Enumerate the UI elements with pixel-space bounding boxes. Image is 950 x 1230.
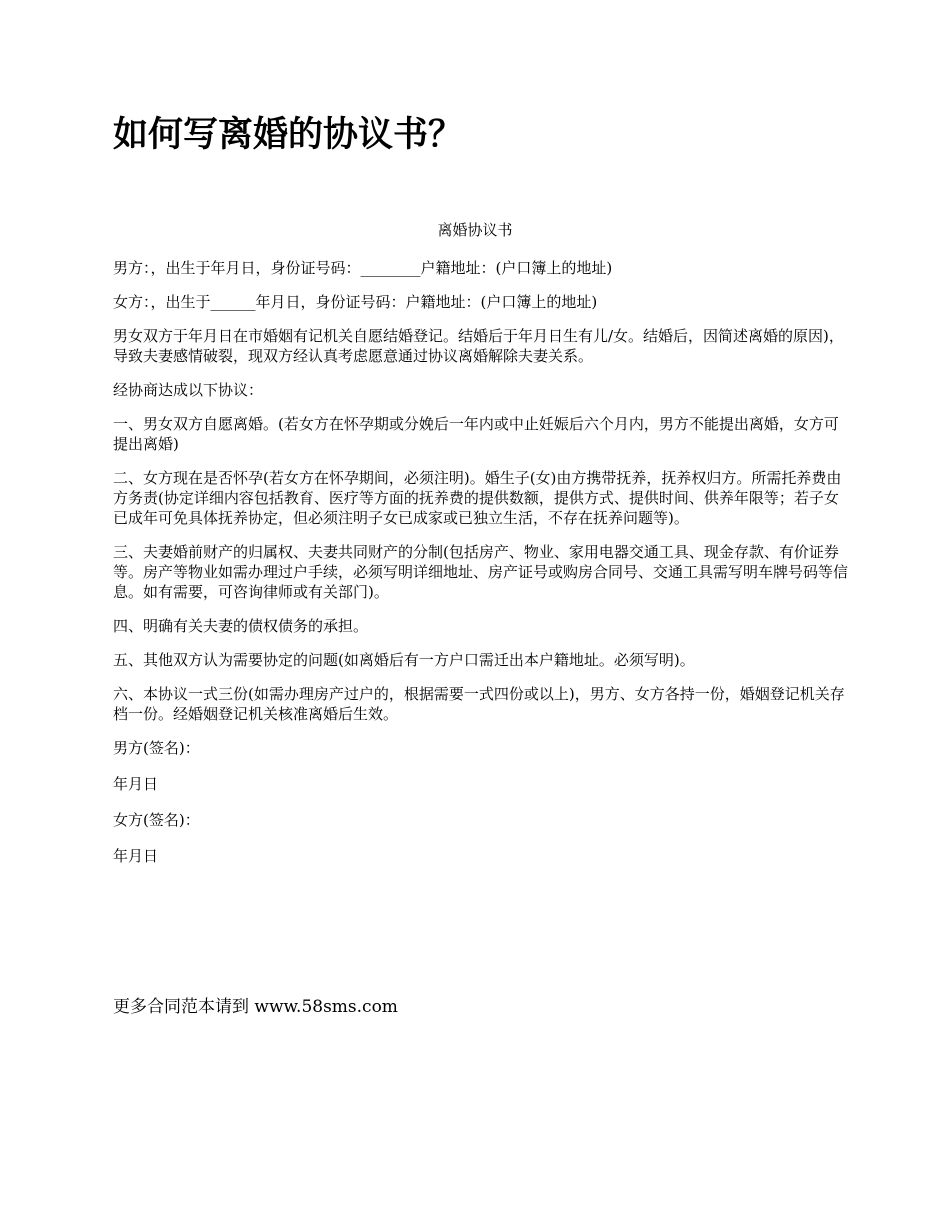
footer-note: 更多合同范本请到 www.58sms.com bbox=[113, 997, 398, 1017]
husband-signature-line: 男方(签名)： bbox=[113, 739, 200, 757]
paragraph-clause-6: 六、本协议一式三份(如需办理房产过户的，根据需要一式四份或以上)，男方、女方各持一份，婚姻登记机关存档一份。经婚姻登记机关核准离婚后生效。 bbox=[113, 685, 845, 723]
paragraph-agreement-intro: 经协商达成以下协议： bbox=[113, 381, 264, 399]
paragraph-clause-3: 三、夫妻婚前财产的归属权、夫妻共同财产的分制(包括房产、物业、家用电器交通工具、现金存款、有价证券等。房产等物业如需办理过户手续，必须写明详细地址、房产证号或购房合同号、交通工具需写明车牌号码等信息。如有需要，可咨询律师或有关部门)。 bbox=[113, 543, 849, 601]
paragraph-clause-1: 一、男女双方自愿离婚。(若女方在怀孕期或分娩后一年内或中止妊娠后六个月内，男方不能提出离婚，女方可提出离婚) bbox=[113, 415, 839, 453]
husband-date-line: 年月日 bbox=[113, 775, 159, 793]
wife-date-line: 年月日 bbox=[113, 847, 159, 865]
agreement-heading: 离婚协议书 bbox=[437, 221, 513, 239]
paragraph-marriage-background: 男女双方于年月日在市婚姻有记机关自愿结婚登记。结婚后于年月日生有儿/女。结婚后，因简述离婚的原因)，导致夫妻感情破裂，现双方经认真考虑愿意通过协议离婚解除夫妻关系。 bbox=[113, 327, 844, 365]
paragraph-clause-2: 二、女方现在是否怀孕(若女方在怀孕期间，必须注明)。婚生子(女)由方携带抚养，抚养权归方。所需托养费由方务责(协定详细内容包括教育、医疗等方面的抚养费的提供数额，提供方式、提供时间、供养年限等；若子女已成年可免具体抚养协定，但必须注明子女已成家或已独立生活，不存在抚养问题等)。 bbox=[113, 469, 842, 527]
paragraph-clause-4: 四、明确有关夫妻的债权债务的承担。 bbox=[113, 617, 369, 635]
paragraph-clause-5: 五、其他双方认为需要协定的问题(如离婚后有一方户口需迁出本户籍地址。必须写明)。 bbox=[113, 651, 695, 669]
paragraph-wife-info: 女方：，出生于______年月日，身份证号码：户籍地址：(户口簿上的地址) bbox=[113, 293, 598, 311]
page-title: 如何写离婚的协议书？ bbox=[113, 114, 464, 155]
paragraph-husband-info: 男方：，出生于年月日，身份证号码：________户籍地址：(户口簿上的地址) bbox=[113, 259, 613, 277]
agreement-body bbox=[113, 258, 848, 882]
wife-signature-line: 女方(签名)： bbox=[113, 811, 200, 829]
